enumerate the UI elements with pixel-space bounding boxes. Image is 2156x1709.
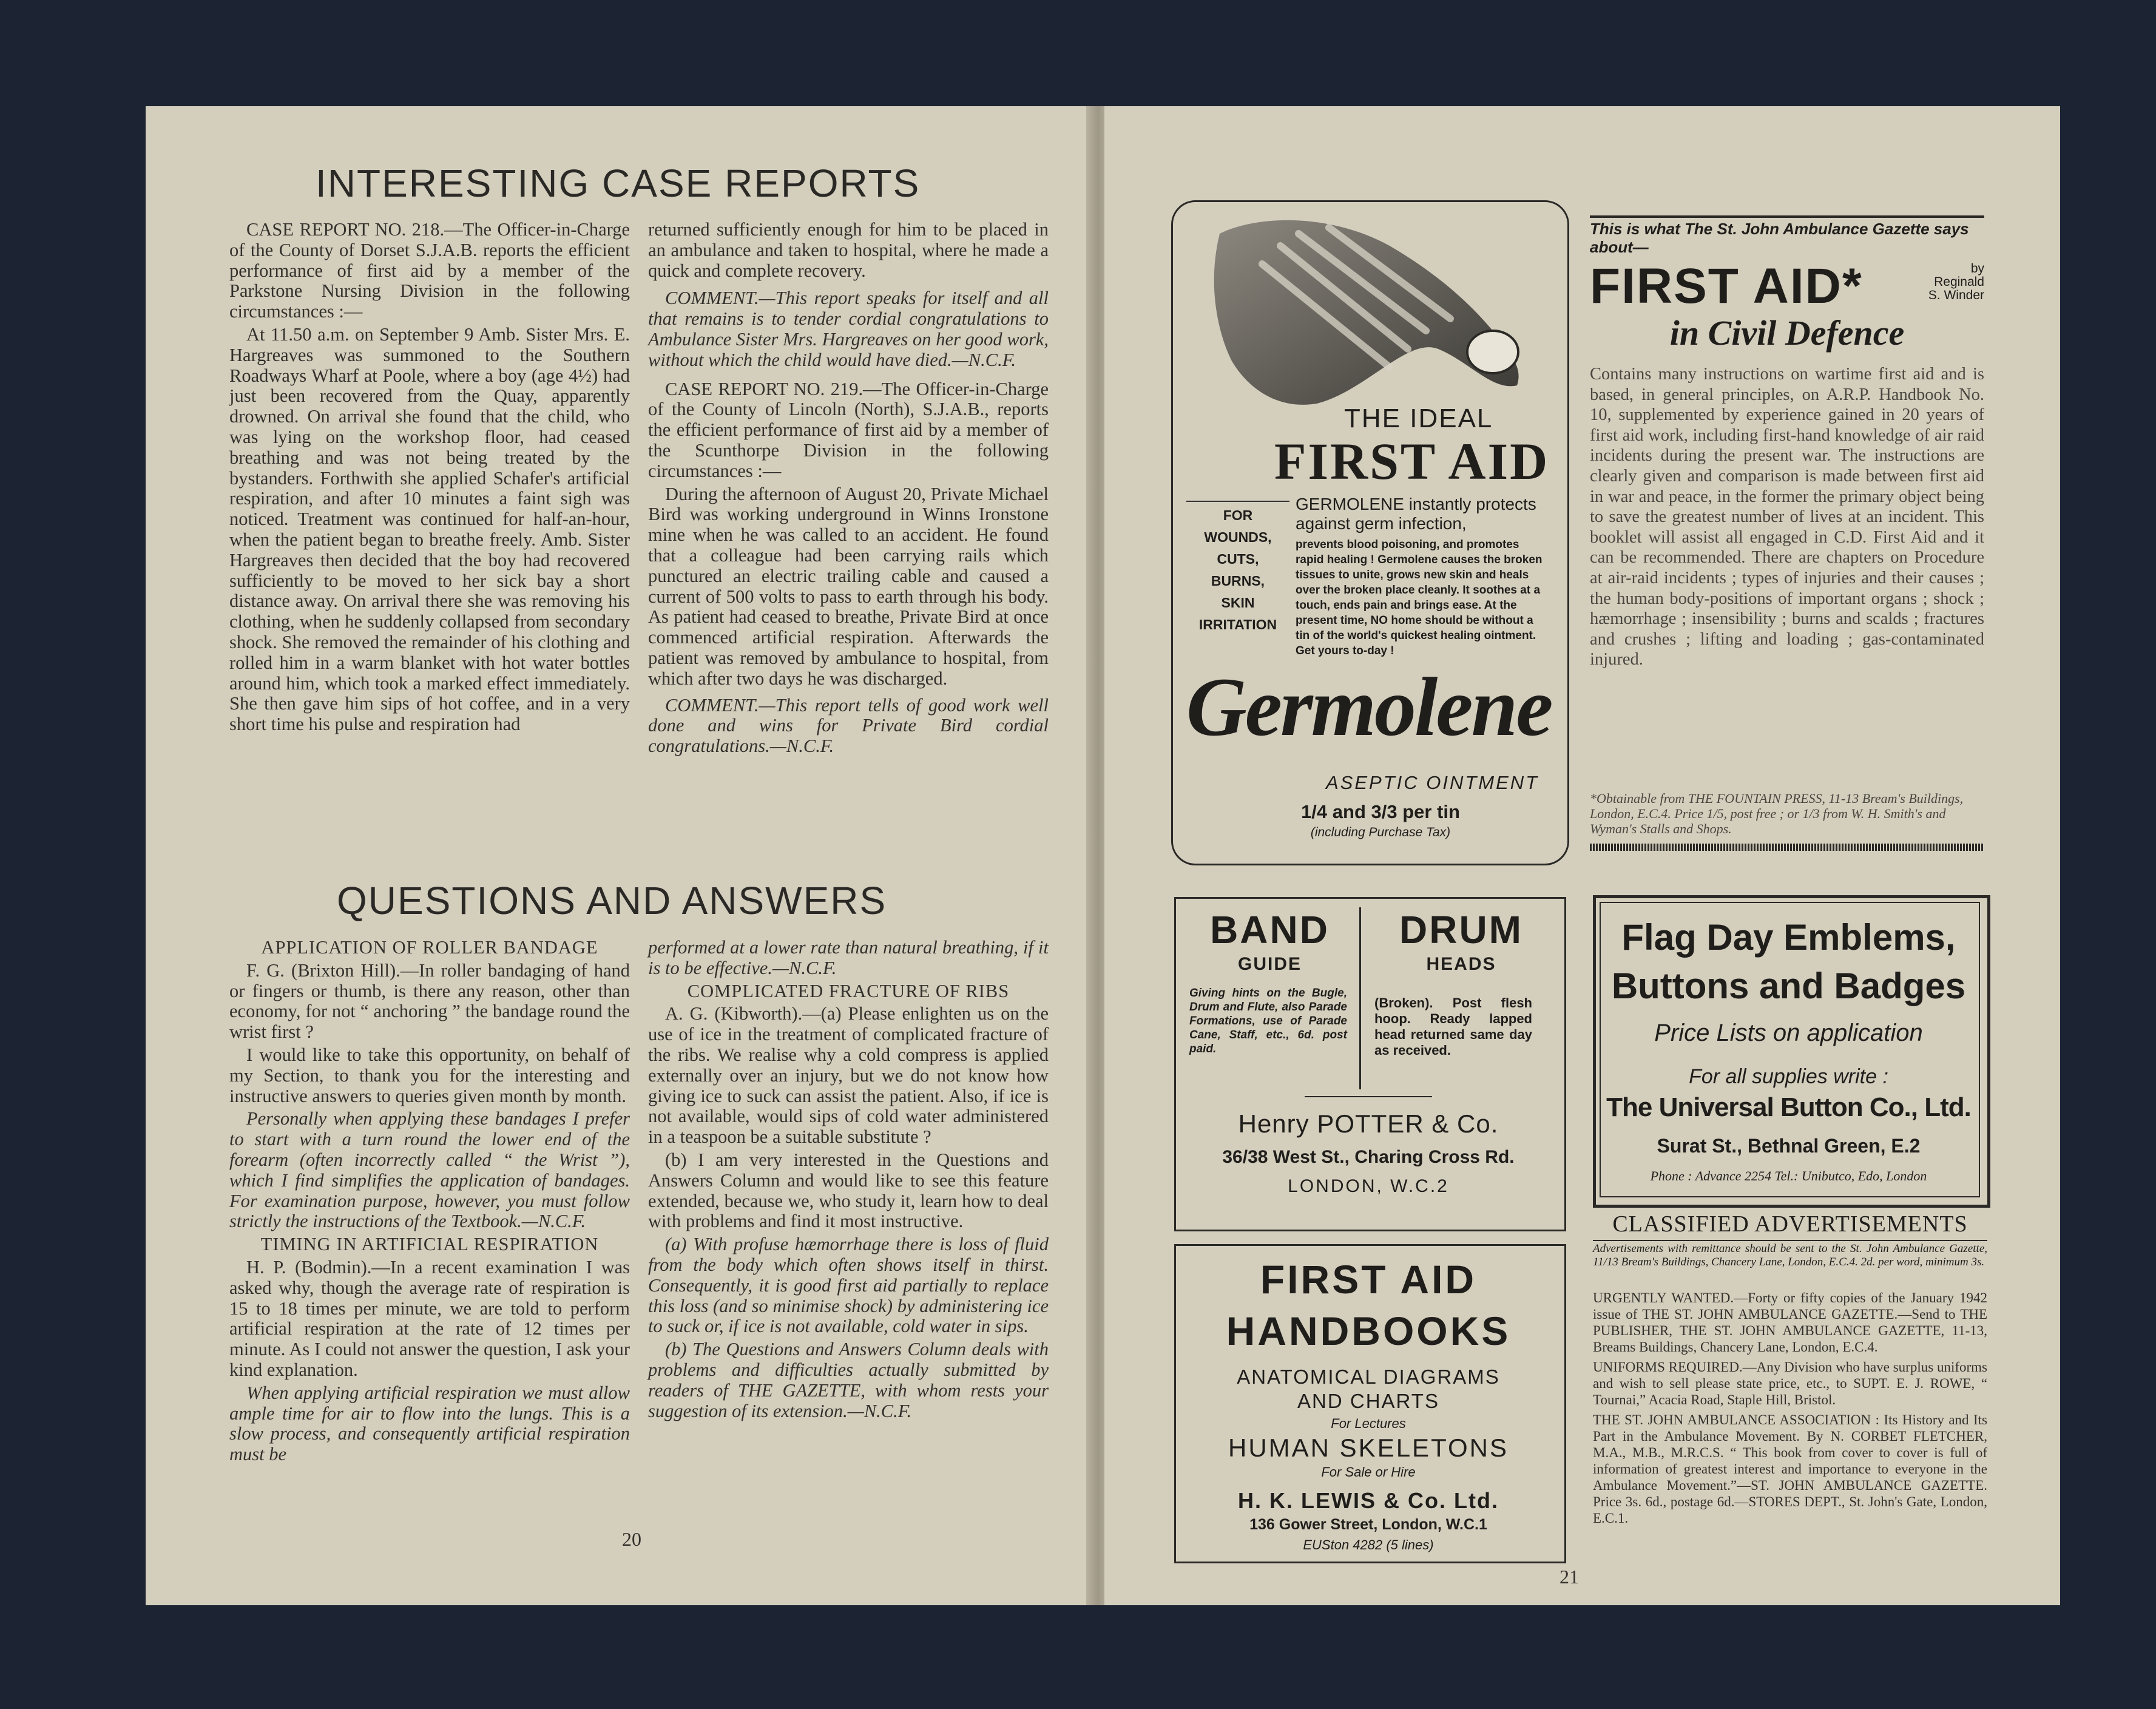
- qa-ribs-answer-b: (b) The Questions and Answers Column deals with problems and difficulties actually submitted by readers of THE GAZETTE, with whom rests your suggestion of its extension.—N.C.F.: [648, 1339, 1049, 1421]
- flag-line-5: The Universal Button Co., Ltd.: [1606, 1092, 1971, 1122]
- germolene-lead: GERMOLENE instantly protects against germ infection,: [1296, 495, 1536, 533]
- case-219-intro: CASE REPORT NO. 219.—The Officer-in-Charge of the County of Lincoln (North), S.J.A.B., reports the efficient performance of first aid by a member of the Scunthorpe Division in the following circumstances :—: [648, 378, 1049, 481]
- flag-line-7: Phone : Advance 2254 Tel.: Unibutco, Edo, London: [1650, 1168, 1927, 1183]
- germolene-for-list: [1186, 501, 1289, 635]
- germolene-price: 1/4 and 3/3 per tin: [1301, 801, 1460, 822]
- flag-line-2: Buttons and Badges: [1611, 966, 1966, 1006]
- book-subtitle: in Civil Defence: [1669, 313, 1905, 353]
- handbooks-company: H. K. LEWIS & Co. Ltd.: [1238, 1488, 1499, 1513]
- classified-list: [1593, 1290, 1987, 1530]
- flag-line-4: For all supplies write :: [1689, 1065, 1888, 1088]
- book-intro: This is what The St. John Ambulance Gazette says about—: [1590, 220, 1969, 256]
- drum-heads-text: (Broken). Post flesh hoop. Ready lapped head returned same day as received.: [1374, 995, 1532, 1058]
- band-company: Henry POTTER & Co.: [1238, 1109, 1499, 1138]
- germolene-the-ideal: THE IDEAL: [1344, 404, 1493, 433]
- qa-roller-thanks: I would like to take this opportunity, on behalf of my Section, to thank you for the interesting and instructive answers to queries given month by month.: [229, 1044, 630, 1106]
- book-title: FIRST AID*: [1590, 259, 1863, 314]
- handbooks-for-lectures: For Lectures: [1331, 1416, 1406, 1431]
- column-2: [648, 220, 1049, 759]
- band-drum-rule: [1305, 1096, 1432, 1097]
- qa-subhead-timing: TIMING IN ARTIFICIAL RESPIRATION: [260, 1234, 599, 1255]
- classified-note: Advertisements with remittance should be sent to the St. John Ambulance Gazette, 11/13 Bream's Buildings, Chancery Lane, London, E.C.4. 2d. per word, minimum 3s.: [1593, 1242, 1987, 1268]
- book-rule-bottom: [1590, 844, 1984, 851]
- book-rule-top: [1590, 215, 1984, 218]
- handbooks-charts: AND CHARTS: [1297, 1390, 1439, 1412]
- page-number-left: 20: [622, 1528, 641, 1550]
- qa-ribs-question-a: A. G. (Kibworth).—(a) Please enlighten us on the use of ice in the treatment of complicated fracture of the ribs. We realise why a cold compress is applied externally over an injury, but we do not know how giving ice to suck can assist the patient. Also, if ice is not available, would sips of cold water administered in a teaspoon be a suitable substitute ?: [648, 1003, 1049, 1148]
- book-body: Contains many instructions on wartime first aid and is based, in general principles, on A.R.P. Handbook No. 10, supplemented by experience gained in 20 years of first aid work, including first-hand knowledge of air raid incidents during the present war. The instructions are clearly given and comparison is made between first aid in war and peace, in the former the primary object being to save the greatest number of lives at an incident. This booklet will assist all engaged in C.D. First Aid and it can be recommended. There are chapters on Procedure at air-raid incidents ; types of injuries and their causes ; the human body-positions of important organs ; shock ; hæmorrhage ; insensibility ; burns and scalds ; fractures and crushes ; lifting and loading ; gas-contaminated injured.: [1590, 365, 1984, 669]
- flag-line-1: Flag Day Emblems,: [1621, 917, 1956, 958]
- qa-timing-question: H. P. (Bodmin).—In a recent examination I was asked why, though the average rate of respiration is 15 to 18 times per minute, we are told to perform artificial respiration at the rate of 12 times per minute. As I could not answer the question, I ask your kind explanation.: [229, 1256, 630, 1380]
- flag-line-3: Price Lists on application: [1654, 1020, 1923, 1046]
- case-218-cont: returned sufficiently enough for him to be placed in an ambulance and taken to hospital, where he made a quick and complete recovery.: [648, 219, 1049, 281]
- column-1: [229, 220, 630, 737]
- case-219-comment: COMMENT.—This report tells of good work well done and wins for Private Bird cordial congratulations.—N.C.F.: [648, 694, 1049, 757]
- case-218-comment: COMMENT.—This report speaks for itself and all that remains is to tender cordial congratulations to Ambulance Sister Mrs. Hargreaves on her good work, without which the child would have died.—N.C.F.: [648, 288, 1049, 370]
- handbooks-phone: EUSton 4282 (5 lines): [1303, 1537, 1434, 1552]
- qa-subhead-roller: APPLICATION OF ROLLER BANDAGE: [261, 937, 598, 958]
- book-byline: [1911, 262, 1984, 302]
- classified-rule: [1593, 1240, 1987, 1241]
- book-author-last: S. Winder: [1928, 288, 1984, 302]
- qa-ribs-answer-a: (a) With profuse hæmorrhage there is loss of fluid from the body which often shows itself in thirst. Consequently, it is good first aid partially to replace this loss (and so minimise shock) by administering ice to suck or, if ice is not available, cold water in sips.: [648, 1234, 1049, 1337]
- book-by: by: [1970, 262, 1984, 276]
- germolene-first-aid: FIRST AID: [1274, 432, 1550, 490]
- germolene-tax: (including Purchase Tax): [1310, 825, 1451, 839]
- qa-roller-question: F. G. (Brixton Hill).—In roller bandaging of hand or fingers or thumb, is there any reason, other than economy, for not “ anchoring ” the bandage round the wrist first ?: [229, 959, 630, 1043]
- for-label: FOR: [1223, 507, 1253, 523]
- case-218-intro: CASE REPORT NO. 218.—The Officer-in-Charge of the County of Dorset S.J.A.B. reports the efficient performance of first aid by a member of the Parkstone Nursing Division in the following circumstances :—: [229, 219, 630, 322]
- for-irritation: IRRITATION: [1198, 617, 1277, 632]
- band-guide: GUIDE: [1237, 954, 1302, 974]
- column-3: [229, 938, 630, 1467]
- for-skin: SKIN: [1221, 595, 1255, 611]
- case-reports-heading: INTERESTING CASE REPORTS: [316, 161, 921, 205]
- band-guide-text: Giving hints on the Bugle, Drum and Flute, also Parade Formations, use of Parade Cane, Staff, etc., 6d. post paid.: [1189, 987, 1347, 1055]
- case-219-body: During the afternoon of August 20, Private Michael Bird was working underground in Winns Ironstone mine when he was called to an accident. He found that a colleague had been carrying rails which punctured an electric trailing cable and caused a current of 500 volts to pass to earth through his body. As patient had ceased to breathe, Private Bird at once commenced artificial respiration. Afterwards the patient was removed by ambulance to hospital, from which after two days he was discharged.: [648, 483, 1049, 689]
- handbooks-first-aid: FIRST AID: [1260, 1257, 1477, 1302]
- handbooks-diagrams: ANATOMICAL DIAGRAMS: [1237, 1366, 1500, 1388]
- handbooks-title: HANDBOOKS: [1226, 1308, 1511, 1353]
- handbooks-skeletons: HUMAN SKELETONS: [1228, 1433, 1509, 1462]
- book-author-first: Reginald: [1934, 275, 1984, 289]
- handbooks-address: 136 Gower Street, London, W.C.1: [1249, 1516, 1487, 1533]
- for-burns: BURNS,: [1211, 573, 1265, 589]
- germolene-tagline: ASEPTIC OINTMENT: [1326, 772, 1539, 793]
- bandaged-hand-illustration: [1208, 209, 1547, 410]
- drum-title: DRUM: [1399, 908, 1523, 952]
- classified-title: CLASSIFIED ADVERTISEMENTS: [1612, 1211, 1968, 1237]
- germolene-logo: Germolene: [1186, 660, 1552, 753]
- band-address: 36/38 West St., Charing Cross Rd.: [1222, 1147, 1515, 1167]
- qa-timing-answer: When applying artificial respiration we must allow ample time for air to flow into the lungs. This is a slow process, and consequently artificial respiration must be: [229, 1382, 630, 1465]
- qa-timing-answer-cont: performed at a lower rate than natural breathing, if it is to be effective.—N.C.F.: [648, 937, 1049, 978]
- classified-ad-uniforms: UNIFORMS REQUIRED.—Any Division who have surplus uniforms and wish to sell please state price, etc., to SUPT. E. J. ROWE, “ Tournai,” Acacia Road, Staple Hill, Bristol.: [1593, 1359, 1987, 1407]
- germolene-body: prevents blood poisoning, and promotes rapid healing ! Germolene causes the broken tissues to unite, grows new skin and heals over the broken place cleanly. It soothes at a touch, ends pain and brings ease. At the present time, NO home should be without a tin of the world's quickest healing ointment. Get yours to-day !: [1296, 538, 1543, 657]
- classified-ad-association: THE ST. JOHN AMBULANCE ASSOCIATION : Its History and Its Part in the Ambulance Movement. By N. CORBET FLETCHER, M.A., M.B., M.R.C.S. “ This book from cover to cover is full of information of greatest interest and importance to everyone in the Ambulance Movement.”—ST. JOHN AMBULANCE GAZETTE. Price 3s. 6d., postage 6d.—STORES DEPT., St. John's Gate, London, E.C.1.: [1593, 1412, 1987, 1526]
- for-wounds: WOUNDS,: [1204, 529, 1272, 545]
- page-number-right: 21: [1560, 1566, 1579, 1588]
- for-cuts: CUTS,: [1217, 551, 1259, 567]
- column-4: [648, 938, 1049, 1424]
- qa-roller-answer: Personally when applying these bandages I prefer to start with a turn round the lower end of the forearm (often incorrectly called “ the Wrist ”), which I find simplifies the application of bandages. For examination purpose, however, you must follow strictly the instructions of the Textbook.—N.C.F.: [229, 1108, 630, 1232]
- qa-subhead-ribs: COMPLICATED FRACTURE OF RIBS: [687, 980, 1010, 1001]
- qa-ribs-question-b: (b) I am very interested in the Questions and Answers Column and would like to see this feature extended, because we, who study it, learn how to deal with problems and find it most instructive.: [648, 1149, 1049, 1232]
- band-drum-divider: [1359, 907, 1361, 1089]
- qa-heading: QUESTIONS AND ANSWERS: [337, 879, 887, 922]
- drum-heads: HEADS: [1426, 954, 1496, 974]
- band-city: LONDON, W.C.2: [1288, 1176, 1449, 1196]
- handbooks-sale-hire: For Sale or Hire: [1321, 1464, 1416, 1480]
- case-218-body: At 11.50 a.m. on September 9 Amb. Sister Mrs. E. Hargreaves was summoned to the Southern Roadways Wharf at Poole, where a boy (age 4½) had just been recovered from the Quay, apparently drowned. On arrival she found that the child, who was lying on the workshop floor, had ceased breathing and was not being treated by the bystanders. Forthwith she applied Schafer's artificial respiration, and after 10 minutes a faint sigh was noticed. Treatment was continued for half-an-hour, when the patient began to breathe freely. Amb. Sister Hargreaves then decided that the boy had recovered sufficiently to be moved to her sick bay a short distance away. On arrival there she was removing his clothing, when he suddenly collapsed from secondary shock. She removed the remainder of his clothing and rolled him in a warm blanket with hot water bottles around him, which took a marked effect immediately. She then gave him sips of hot coffee, and in a very short time his pulse and respiration had: [229, 323, 630, 735]
- band-title: BAND: [1210, 908, 1330, 952]
- book-footnote: *Obtainable from THE FOUNTAIN PRESS, 11-13 Bream's Buildings, London, E.C.4. Price 1/5, post free ; or 1/3 from W. H. Smith's and Wyman's Stalls and Shops.: [1590, 791, 1964, 836]
- classified-ad-wanted: URGENTLY WANTED.—Forty or fifty copies of the January 1942 issue of THE ST. JOHN AMBULANCE GAZETTE.—Send to THE PUBLISHER, THE ST. JOHN AMBULANCE GAZETTE, 11-13, Breams Buildings, Chancery Lane, London, E.C.4.: [1593, 1290, 1987, 1355]
- flag-line-6: Surat St., Bethnal Green, E.2: [1657, 1135, 1921, 1157]
